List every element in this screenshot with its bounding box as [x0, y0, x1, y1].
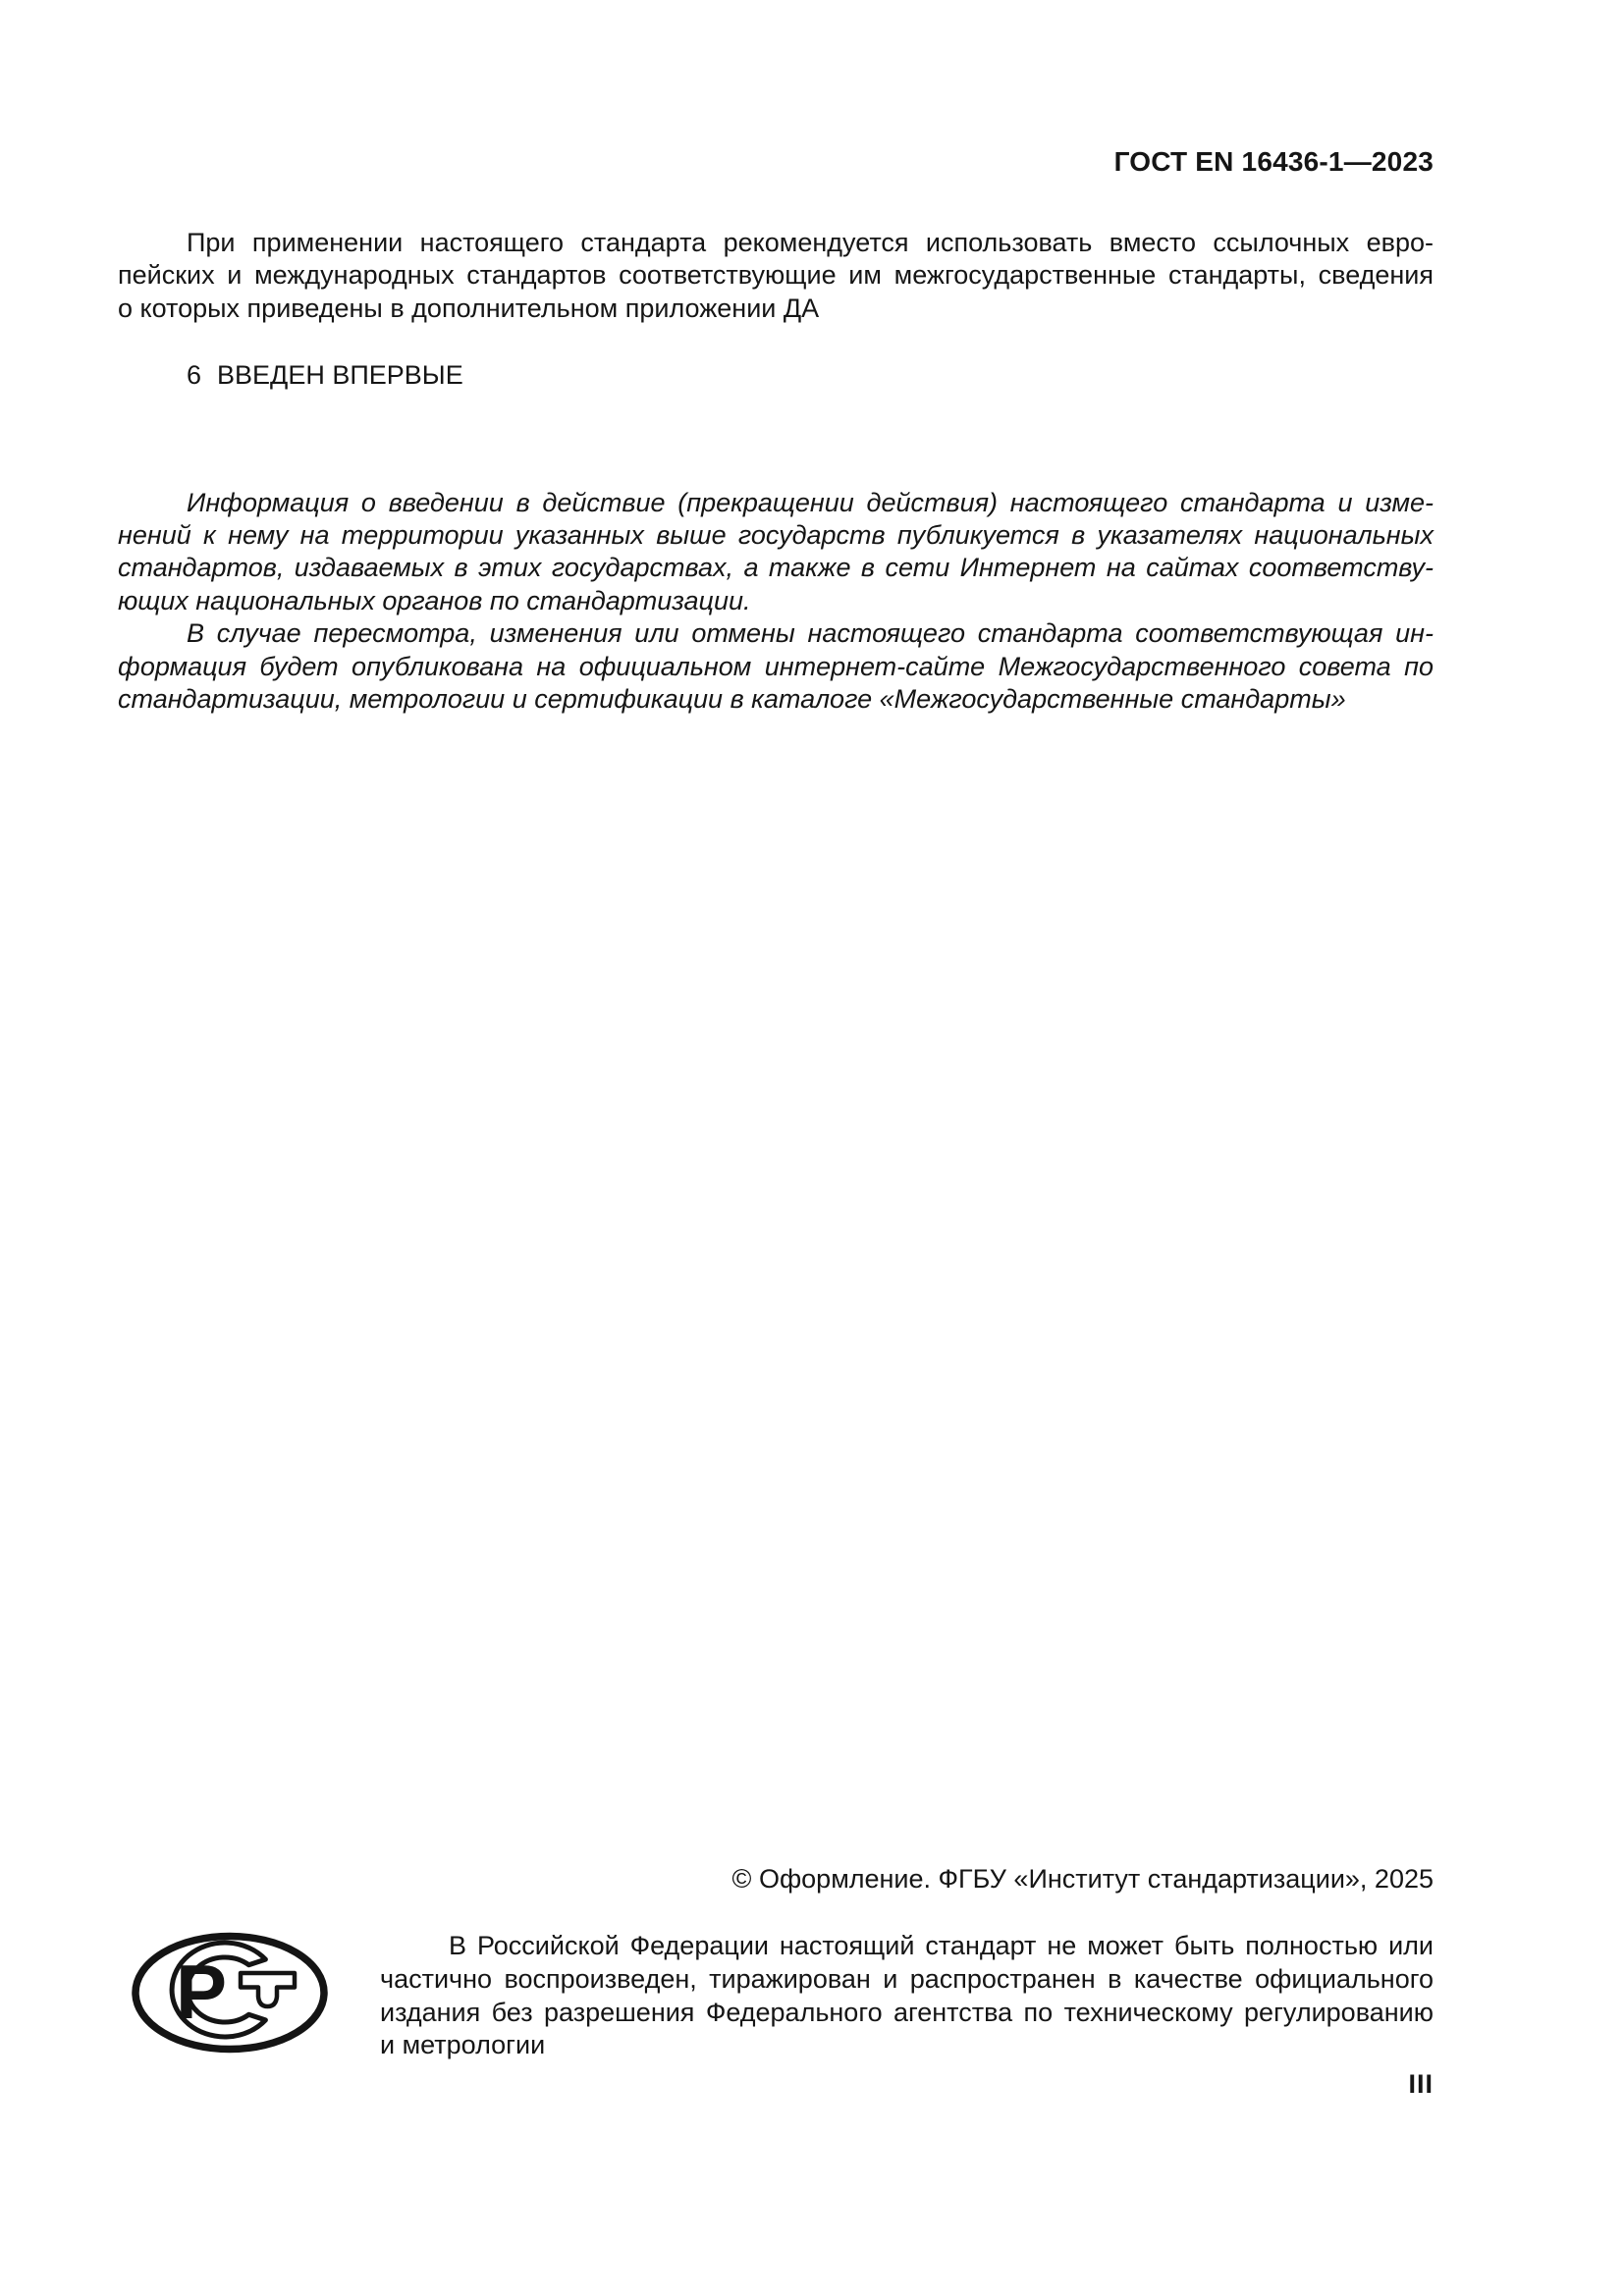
paragraph-line: стандартов, издаваемых в этих государствах, а также в сети Интернет на сайтах соответству-: [118, 553, 1434, 583]
clause-number: 6: [187, 360, 202, 391]
revision-paragraph: [118, 617, 1434, 716]
paragraph-line: частично воспроизведен, тиражирован и распространен в качестве официального: [380, 1963, 1434, 1994]
reproduction-restriction-paragraph: [380, 1930, 1434, 2062]
info-paragraph: [118, 487, 1434, 618]
page-number: III: [1408, 2069, 1434, 2099]
paragraph-line: формация будет опубликована на официальном интернет-сайте Межгосударственного совета по: [118, 651, 1434, 681]
paragraph-line: издания без разрешения Федерального агентства по техническому регулированию: [380, 1997, 1434, 2027]
logo-letter-p: Р: [176, 1949, 228, 2035]
paragraph-line: Информация о введении в действие (прекращении действия) настоящего стандарта и изме-: [187, 487, 1434, 517]
paragraph-line: нений к нему на территории указанных выше государств публикуется в указателях национальных: [118, 520, 1434, 551]
logo-letter-t-shape: [241, 1973, 295, 2006]
paragraph-line: При применении настоящего стандарта рекомендуется использовать вместо ссылочных евро-: [187, 228, 1434, 257]
document-code-header: ГОСТ EN 16436-1—2023: [1113, 146, 1434, 177]
rst-logo-svg: [131, 1932, 329, 2054]
paragraph-line: о которых приведены в дополнительном приложении ДА: [118, 293, 820, 323]
paragraph-line: ющих национальных органов по стандартизации.: [118, 585, 751, 615]
rosstandart-certification-mark-icon: [131, 1932, 329, 2054]
clause-6-heading: [118, 359, 1434, 392]
application-paragraph: [118, 227, 1434, 325]
paragraph-line: пейских и международных стандартов соответствующие им межгосударственные стандарты, сведения: [118, 260, 1434, 291]
paragraph-line: стандартизации, метрологии и сертификации в каталоге «Межгосударственные стандарты»: [118, 684, 1346, 715]
clause-label: ВВЕДЕН ВПЕРВЫЕ: [217, 360, 463, 391]
introduction-note-block: [118, 487, 1434, 717]
paragraph-line: В случае пересмотра, изменения или отмены настоящего стандарта соответствующая ин-: [187, 618, 1434, 649]
main-text-block: [118, 227, 1434, 716]
paragraph-line: В Российской Федерации настоящий стандарт не может быть полностью или: [449, 1931, 1434, 1960]
copyright-notice: © Оформление. ФГБУ «Институт стандартизации», 2025: [731, 1864, 1434, 1894]
paragraph-line: и метрологии: [380, 2030, 546, 2060]
